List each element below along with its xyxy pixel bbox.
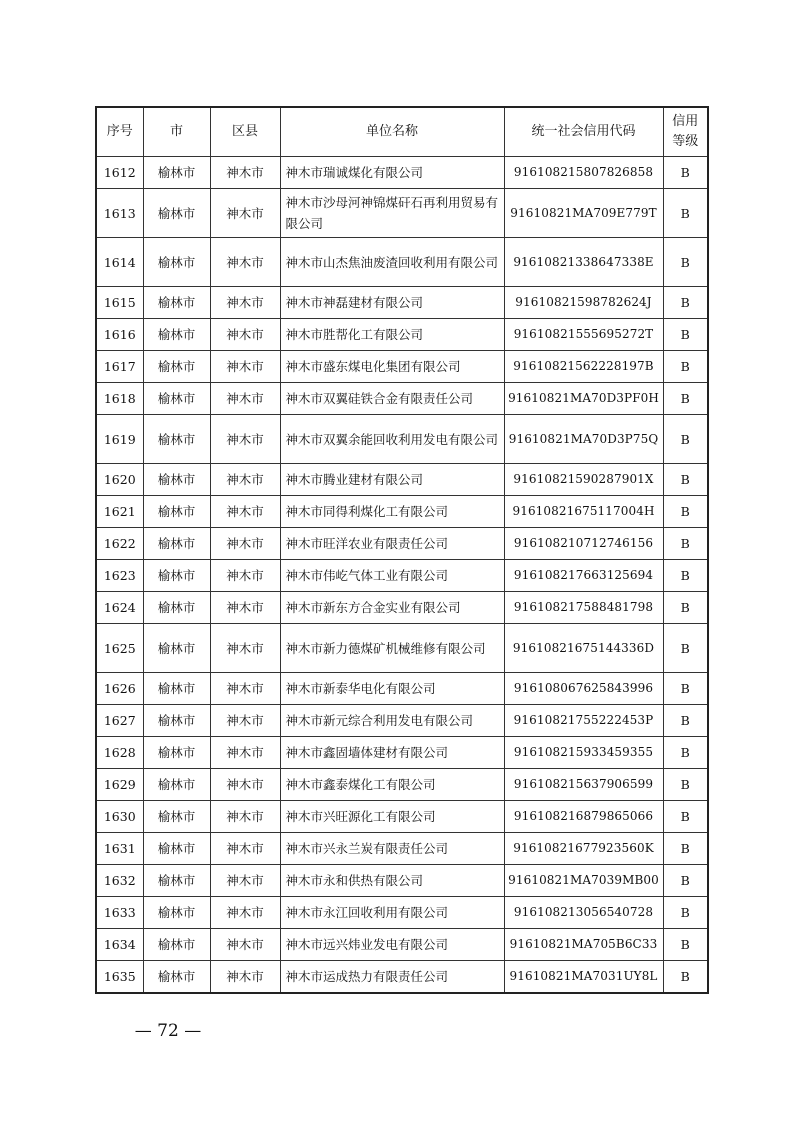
cell-unit-name: 神木市旺洋农业有限责任公司 [280, 528, 504, 560]
cell-seq: 1632 [96, 865, 143, 897]
cell-seq: 1625 [96, 624, 143, 673]
cell-credit-code: 91610821MA70D3PF0H [504, 383, 663, 415]
table-row [96, 287, 708, 319]
table-row [96, 383, 708, 415]
cell-credit-grade: B [663, 769, 708, 801]
cell-unit-name: 神木市瑞诚煤化有限公司 [280, 157, 504, 189]
table-row [96, 705, 708, 737]
cell-seq: 1627 [96, 705, 143, 737]
cell-seq: 1635 [96, 961, 143, 993]
cell-seq: 1634 [96, 929, 143, 961]
cell-unit-name: 神木市山杰焦油废渣回收利用有限公司 [280, 238, 504, 287]
cell-credit-grade: B [663, 287, 708, 319]
table-row [96, 157, 708, 189]
cell-city: 榆林市 [143, 801, 210, 833]
cell-city: 榆林市 [143, 769, 210, 801]
cell-seq: 1614 [96, 238, 143, 287]
page-number: — 72 — [134, 1021, 202, 1041]
cell-credit-code: 916108217663125694 [504, 560, 663, 592]
cell-credit-code: 916108215807826858 [504, 157, 663, 189]
cell-credit-grade: B [663, 157, 708, 189]
cell-county: 神木市 [210, 705, 280, 737]
table-row [96, 415, 708, 464]
cell-city: 榆林市 [143, 705, 210, 737]
cell-seq: 1621 [96, 496, 143, 528]
cell-credit-grade: B [663, 624, 708, 673]
cell-unit-name: 神木市永江回收利用有限公司 [280, 897, 504, 929]
cell-city: 榆林市 [143, 415, 210, 464]
cell-city: 榆林市 [143, 319, 210, 351]
cell-seq: 1612 [96, 157, 143, 189]
cell-seq: 1630 [96, 801, 143, 833]
cell-credit-code: 91610821675144336D [504, 624, 663, 673]
cell-seq: 1617 [96, 351, 143, 383]
cell-county: 神木市 [210, 287, 280, 319]
cell-city: 榆林市 [143, 287, 210, 319]
cell-credit-code: 91610821677923560K [504, 833, 663, 865]
cell-seq: 1613 [96, 189, 143, 238]
cell-unit-name: 神木市新力德煤矿机械维修有限公司 [280, 624, 504, 673]
cell-unit-name: 神木市腾业建材有限公司 [280, 464, 504, 496]
cell-county: 神木市 [210, 929, 280, 961]
cell-seq: 1624 [96, 592, 143, 624]
cell-city: 榆林市 [143, 592, 210, 624]
cell-credit-code: 916108067625843996 [504, 673, 663, 705]
cell-city: 榆林市 [143, 528, 210, 560]
cell-credit-code: 91610821MA7039MB00 [504, 865, 663, 897]
table-row [96, 592, 708, 624]
cell-credit-grade: B [663, 189, 708, 238]
table-row [96, 464, 708, 496]
cell-credit-grade: B [663, 464, 708, 496]
cell-unit-name: 神木市鑫固墙体建材有限公司 [280, 737, 504, 769]
cell-county: 神木市 [210, 833, 280, 865]
header-unit-name: 单位名称 [280, 107, 504, 157]
cell-unit-name: 神木市永和供热有限公司 [280, 865, 504, 897]
cell-unit-name: 神木市沙母河神锦煤矸石再利用贸易有限公司 [280, 189, 504, 238]
cell-seq: 1618 [96, 383, 143, 415]
cell-unit-name: 神木市胜帮化工有限公司 [280, 319, 504, 351]
cell-county: 神木市 [210, 801, 280, 833]
table-body [96, 157, 708, 993]
credit-rating-table [95, 106, 709, 994]
cell-county: 神木市 [210, 464, 280, 496]
cell-city: 榆林市 [143, 496, 210, 528]
cell-seq: 1626 [96, 673, 143, 705]
cell-seq: 1633 [96, 897, 143, 929]
header-city: 市 [143, 107, 210, 157]
cell-credit-grade: B [663, 705, 708, 737]
table-row [96, 961, 708, 993]
cell-unit-name: 神木市同得利煤化工有限公司 [280, 496, 504, 528]
cell-county: 神木市 [210, 319, 280, 351]
cell-unit-name: 神木市兴旺源化工有限公司 [280, 801, 504, 833]
cell-credit-grade: B [663, 560, 708, 592]
cell-credit-code: 91610821338647338E [504, 238, 663, 287]
cell-credit-grade: B [663, 383, 708, 415]
cell-county: 神木市 [210, 189, 280, 238]
cell-credit-code: 916108210712746156 [504, 528, 663, 560]
cell-city: 榆林市 [143, 897, 210, 929]
cell-seq: 1620 [96, 464, 143, 496]
header-seq: 序号 [96, 107, 143, 157]
cell-credit-grade: B [663, 592, 708, 624]
table-row [96, 929, 708, 961]
table-row [96, 528, 708, 560]
cell-county: 神木市 [210, 592, 280, 624]
cell-county: 神木市 [210, 351, 280, 383]
table-row [96, 865, 708, 897]
cell-credit-code: 916108216879865066 [504, 801, 663, 833]
cell-credit-code: 91610821562228197B [504, 351, 663, 383]
table-header-row [96, 107, 708, 157]
table-row [96, 189, 708, 238]
table-row [96, 496, 708, 528]
header-credit-grade: 信用等级 [663, 107, 708, 157]
cell-city: 榆林市 [143, 865, 210, 897]
cell-unit-name: 神木市鑫泰煤化工有限公司 [280, 769, 504, 801]
cell-unit-name: 神木市双翼余能回收利用发电有限公司 [280, 415, 504, 464]
cell-city: 榆林市 [143, 833, 210, 865]
table-row [96, 560, 708, 592]
cell-credit-code: 91610821755222453P [504, 705, 663, 737]
cell-credit-grade: B [663, 319, 708, 351]
table-row [96, 351, 708, 383]
cell-unit-name: 神木市新东方合金实业有限公司 [280, 592, 504, 624]
cell-city: 榆林市 [143, 464, 210, 496]
cell-city: 榆林市 [143, 624, 210, 673]
table-row [96, 801, 708, 833]
cell-county: 神木市 [210, 624, 280, 673]
cell-seq: 1631 [96, 833, 143, 865]
cell-credit-grade: B [663, 496, 708, 528]
cell-county: 神木市 [210, 496, 280, 528]
cell-credit-grade: B [663, 897, 708, 929]
table-row [96, 238, 708, 287]
cell-credit-grade: B [663, 737, 708, 769]
table-row [96, 319, 708, 351]
cell-credit-code: 91610821590287901X [504, 464, 663, 496]
cell-seq: 1622 [96, 528, 143, 560]
table-row [96, 737, 708, 769]
cell-county: 神木市 [210, 769, 280, 801]
cell-credit-code: 916108215933459355 [504, 737, 663, 769]
cell-credit-code: 91610821675117004H [504, 496, 663, 528]
cell-seq: 1629 [96, 769, 143, 801]
cell-county: 神木市 [210, 897, 280, 929]
cell-credit-grade: B [663, 351, 708, 383]
cell-county: 神木市 [210, 528, 280, 560]
cell-city: 榆林市 [143, 737, 210, 769]
cell-city: 榆林市 [143, 929, 210, 961]
cell-unit-name: 神木市盛东煤电化集团有限公司 [280, 351, 504, 383]
cell-credit-code: 91610821MA709E779T [504, 189, 663, 238]
table-row [96, 897, 708, 929]
cell-city: 榆林市 [143, 673, 210, 705]
cell-credit-code: 91610821598782624J [504, 287, 663, 319]
cell-credit-grade: B [663, 673, 708, 705]
cell-credit-code: 91610821MA70D3P75Q [504, 415, 663, 464]
cell-city: 榆林市 [143, 189, 210, 238]
cell-credit-code: 916108213056540728 [504, 897, 663, 929]
cell-credit-code: 91610821MA7031UY8L [504, 961, 663, 993]
cell-county: 神木市 [210, 961, 280, 993]
cell-credit-grade: B [663, 528, 708, 560]
cell-seq: 1623 [96, 560, 143, 592]
cell-city: 榆林市 [143, 157, 210, 189]
cell-city: 榆林市 [143, 961, 210, 993]
cell-seq: 1615 [96, 287, 143, 319]
table-row [96, 673, 708, 705]
cell-credit-grade: B [663, 238, 708, 287]
cell-county: 神木市 [210, 415, 280, 464]
cell-county: 神木市 [210, 157, 280, 189]
cell-county: 神木市 [210, 673, 280, 705]
cell-seq: 1619 [96, 415, 143, 464]
cell-unit-name: 神木市双翼硅铁合金有限责任公司 [280, 383, 504, 415]
cell-credit-grade: B [663, 833, 708, 865]
cell-city: 榆林市 [143, 238, 210, 287]
cell-credit-grade: B [663, 961, 708, 993]
cell-credit-grade: B [663, 929, 708, 961]
cell-county: 神木市 [210, 737, 280, 769]
cell-credit-code: 91610821555695272T [504, 319, 663, 351]
cell-unit-name: 神木市伟屹气体工业有限公司 [280, 560, 504, 592]
header-county: 区县 [210, 107, 280, 157]
cell-city: 榆林市 [143, 351, 210, 383]
cell-unit-name: 神木市运成热力有限责任公司 [280, 961, 504, 993]
cell-county: 神木市 [210, 238, 280, 287]
cell-county: 神木市 [210, 383, 280, 415]
cell-credit-grade: B [663, 865, 708, 897]
cell-unit-name: 神木市神磊建材有限公司 [280, 287, 504, 319]
cell-unit-name: 神木市远兴炜业发电有限公司 [280, 929, 504, 961]
cell-credit-code: 916108215637906599 [504, 769, 663, 801]
cell-unit-name: 神木市新元综合利用发电有限公司 [280, 705, 504, 737]
cell-credit-grade: B [663, 415, 708, 464]
header-credit-code: 统一社会信用代码 [504, 107, 663, 157]
cell-credit-code: 916108217588481798 [504, 592, 663, 624]
cell-seq: 1628 [96, 737, 143, 769]
table-row [96, 769, 708, 801]
cell-city: 榆林市 [143, 383, 210, 415]
cell-seq: 1616 [96, 319, 143, 351]
cell-city: 榆林市 [143, 560, 210, 592]
cell-county: 神木市 [210, 560, 280, 592]
table-row [96, 833, 708, 865]
cell-credit-grade: B [663, 801, 708, 833]
cell-unit-name: 神木市兴永兰炭有限责任公司 [280, 833, 504, 865]
cell-unit-name: 神木市新泰华电化有限公司 [280, 673, 504, 705]
table-row [96, 624, 708, 673]
cell-county: 神木市 [210, 865, 280, 897]
cell-credit-code: 91610821MA705B6C33 [504, 929, 663, 961]
